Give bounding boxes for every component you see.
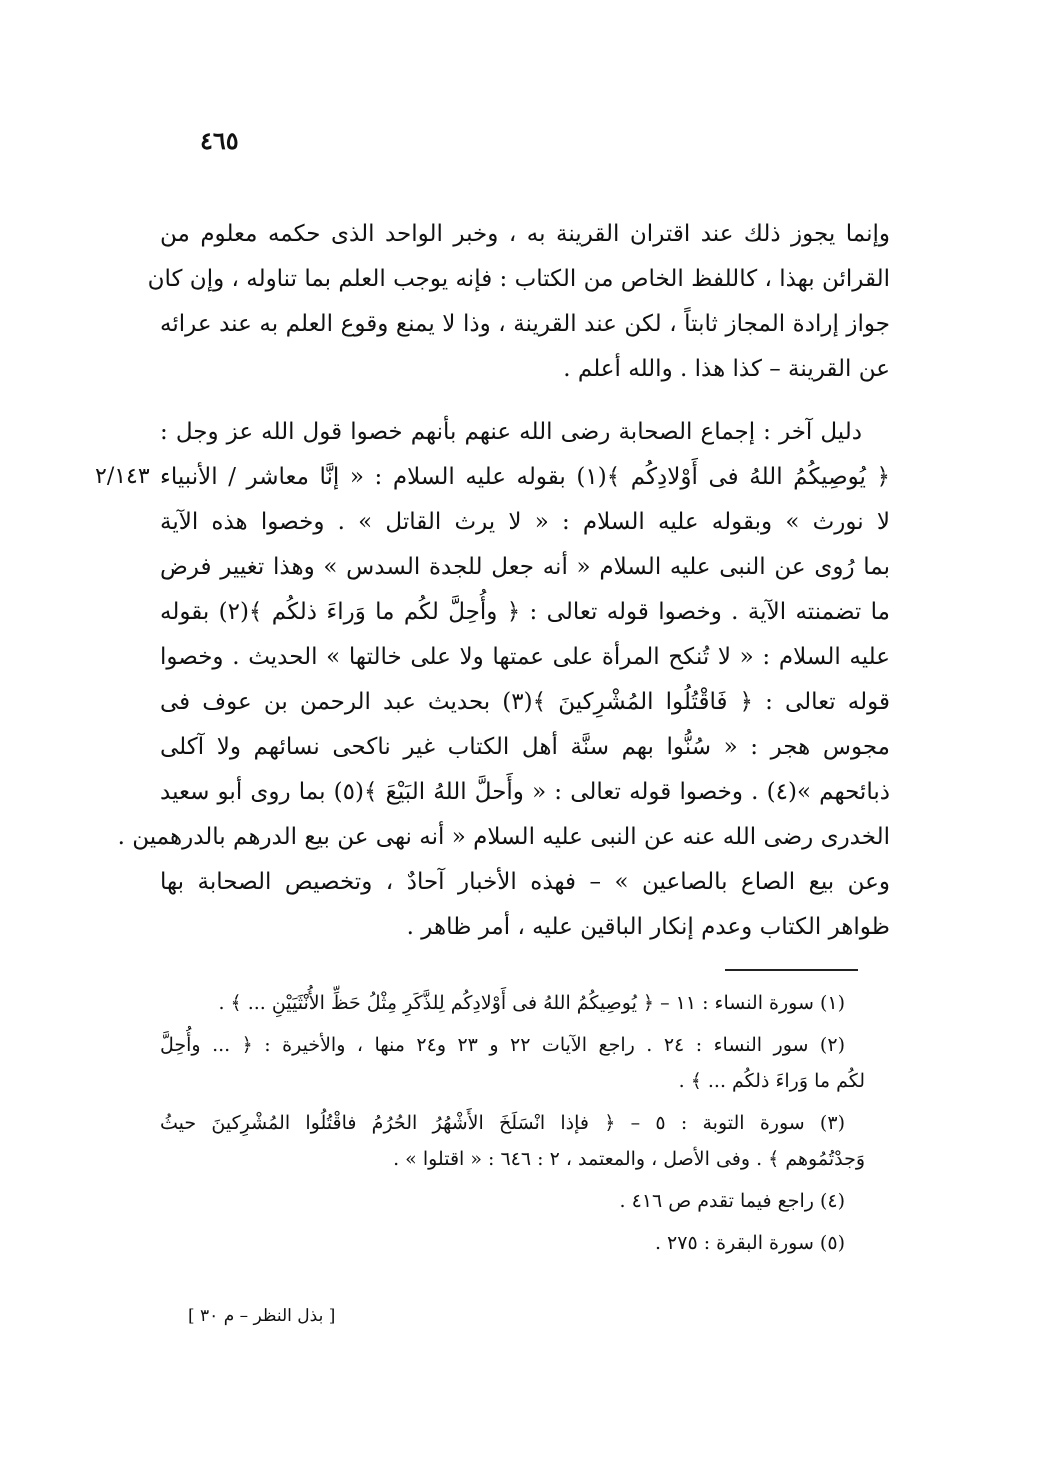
text-line: لا نورث » وبقوله عليه السلام : « لا يرث القاتل » . وخصوا هذه الآية xyxy=(160,509,890,535)
text-line: ظواهر الكتاب وعدم إنكار الباقين عليه ، أمر ظاهر . xyxy=(406,914,890,940)
text-line: ﴿ يُوصِيكُمُ اللهُ فى أَوْلادِكُم ﴾(١) بقوله عليه السلام : « إنَّا معاشر / الأنبياء xyxy=(160,464,890,490)
footnote-1 xyxy=(160,985,865,1021)
text-line: وإنما يجوز ذلك عند اقتران القرينة به ، وخبر الواحد الذى حكمه معلوم من xyxy=(160,221,890,247)
text-line: بما رُوى عن النبى عليه السلام « أنه جعل للجدة السدس » وهذا تغيير فرض xyxy=(160,554,890,580)
text-line: ذبائحهم »(٤) . وخصوا قوله تعالى : « وأَحلَّ اللهُ البَيْعَ ﴾(٥) بما روى أبو سعيد xyxy=(160,779,890,805)
text-line: عن القرينة – كذا هذا . والله أعلم . xyxy=(563,356,890,382)
footnote-line: (١) سورة النساء : ١١ – ﴿ يُوصِيكُمُ اللهُ فى أَوْلادِكُم لِلذَّكَرِ مِثْلُ حَظِّ الأُنْثَيَيْنِ ... ﴾ . xyxy=(218,992,845,1014)
text-line: قوله تعالى : ﴿ فَاقْتُلُوا المُشْرِكينَ ﴾(٣) بحديث عبد الرحمن بن عوف فى xyxy=(160,689,890,715)
footnote-4 xyxy=(160,1183,865,1219)
text-line: عليه السلام : « لا تُنكح المرأة على عمتها ولا على خالتها » الحديث . وخصوا xyxy=(160,644,890,670)
footnote-5 xyxy=(160,1225,865,1261)
footnote-2 xyxy=(160,1027,865,1099)
text-line: مجوس هجر : « سُنُّوا بهم سنَّة أهل الكتاب غير ناكحى نسائهم ولا آكلى xyxy=(160,734,890,760)
text-line: الخدرى رضى الله عنه عن النبى عليه السلام « أنه نهى عن بيع الدرهم بالدرهمين . xyxy=(117,824,890,850)
text-line: دليل آخر : إجماع الصحابة رضى الله عنهم بأنهم خصوا قول الله عز وجل : xyxy=(160,419,862,445)
footnote-line: لكُم ما وَراءَ ذلكُم ... ﴾ . xyxy=(678,1070,865,1092)
footnote-line: (٥) سورة البقرة : ٢٧٥ . xyxy=(654,1232,845,1254)
footnote-line: وَجدْتُمُوهم ﴾ . وفى الأصل ، والمعتمد ، ٢ : ٦٤٦ : « اقتلوا » . xyxy=(393,1148,865,1170)
text-line: القرائن بهذا ، كاللفظ الخاص من الكتاب : فإنه يوجب العلم بما تناوله ، وإن كان xyxy=(147,266,890,292)
footnote-3 xyxy=(160,1105,865,1177)
text-line: ما تضمنته الآية . وخصوا قوله تعالى : ﴿ وأُحِلَّ لكُم ما وَراءَ ذلكُم ﴾(٢) بقوله xyxy=(160,599,890,625)
margin-reference: ٢/١٤٣ xyxy=(95,464,150,489)
text-line: جواز إرادة المجاز ثابتاً ، لكن عند القرينة ، وذا لا يمنع وقوع العلم به عند عرائه xyxy=(160,311,890,337)
footnote-line: (٤) راجع فيما تقدم ص ٤١٦ . xyxy=(619,1190,845,1212)
paragraph-1 xyxy=(147,212,890,392)
page-number: ٤٦٥ xyxy=(200,126,239,155)
footnotes xyxy=(160,985,865,1267)
text-line: وعن بيع الصاع بالصاعين » – فهذه الأخبار آحادٌ ، وتخصيص الصحابة بها xyxy=(160,869,890,895)
footnote-line: (٢) سور النساء : ٢٤ . راجع الآيات ٢٢ و ٢٣ و٢٤ منها ، والأخيرة : ﴿ ... وأُحِلَّ xyxy=(160,1034,845,1056)
footnote-line: (٣) سورة التوبة : ٥ – ﴿ فإذا انْسَلَخَ الأَشْهُرُ الحُرُمُ فاقْتُلُوا المُشْرِكينَ حيثُ xyxy=(160,1112,845,1134)
printer-signature: [ بذل النظر – م ٣٠ ] xyxy=(188,1306,336,1326)
footnote-divider xyxy=(725,969,858,971)
